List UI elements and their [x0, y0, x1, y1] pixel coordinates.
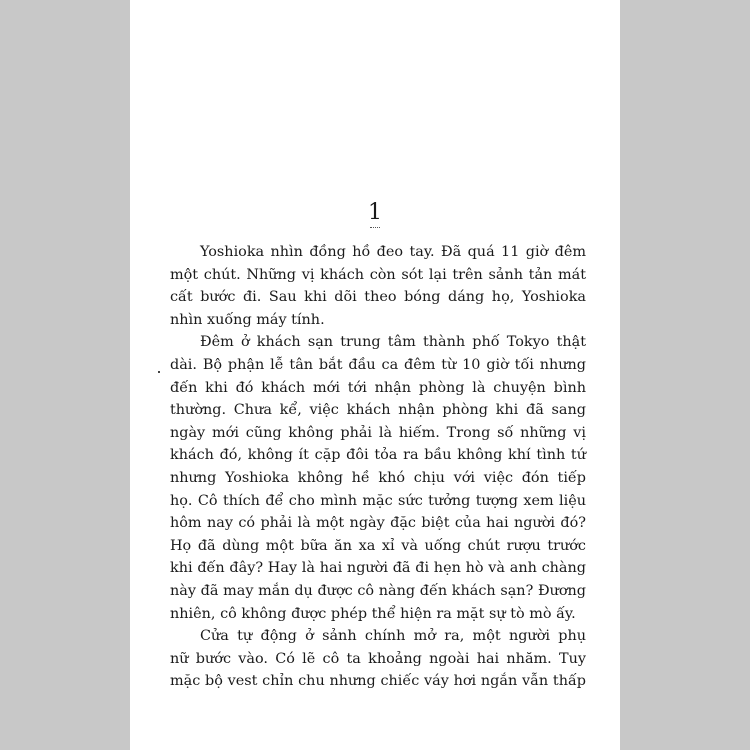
text-line: nhiên, cô không được phép thể hiện ra mặt sự tò mò ấy. — [170, 605, 576, 622]
chapter-number: 1 — [368, 200, 382, 225]
text-line: Họ đã dùng một bữa ăn xa xỉ và uống chút rượu trước — [170, 537, 586, 554]
text-line: Đêm ở khách sạn trung tâm thành phố Tokyo thật — [200, 334, 586, 351]
text-line: mặc bộ vest chỉn chu nhưng chiếc váy hơi ngắn vẫn thấp — [170, 673, 586, 690]
right-margin-background — [620, 0, 750, 750]
book-page — [130, 0, 620, 750]
text-line: khách đó, không ít cặp đôi tỏa ra bầu không khí tình tứ — [170, 447, 586, 464]
left-margin-background — [0, 0, 130, 750]
text-line: đến khi đó khách mới tới nhận phòng là chuyện bình — [170, 379, 586, 396]
text-line: một chút. Những vị khách còn sót lại trên sảnh tản mát — [170, 266, 586, 283]
scan-speck — [158, 371, 160, 373]
text-line: hôm nay có phải là một ngày đặc biệt của hai người đó? — [170, 515, 586, 532]
text-line: nhìn xuống máy tính. — [170, 311, 325, 328]
text-line: Yoshioka nhìn đồng hồ đeo tay. Đã quá 11 giờ đêm — [200, 244, 586, 260]
chapter-body — [170, 241, 586, 693]
text-line: khi đến đây? Hay là hai người đã đi hẹn hò và anh chàng — [170, 560, 586, 577]
text-line: nhưng Yoshioka không hề khó chịu với việc đón tiếp — [170, 469, 586, 486]
text-line: thường. Chưa kể, việc khách nhận phòng khi đã sang — [170, 402, 586, 419]
text-line: nữ bước vào. Có lẽ cô ta khoảng ngoài hai nhăm. Tuy — [170, 650, 586, 667]
chapter-ornament — [370, 227, 380, 230]
text-line: cất bước đi. Sau khi dõi theo bóng dáng họ, Yoshioka — [170, 289, 586, 306]
text-line: dài. Bộ phận lễ tân bắt đầu ca đêm từ 10 giờ tối nhưng — [170, 356, 586, 373]
text-line: Cửa tự động ở sảnh chính mở ra, một người phụ — [200, 628, 586, 645]
text-line: họ. Cô thích để cho mình mặc sức tưởng tượng xem liệu — [170, 492, 586, 509]
text-line: ngày mới cũng không phải là hiếm. Trong số những vị — [170, 424, 586, 441]
text-line: này đã may mắn dụ được cô nàng đến khách sạn? Đương — [170, 582, 586, 599]
